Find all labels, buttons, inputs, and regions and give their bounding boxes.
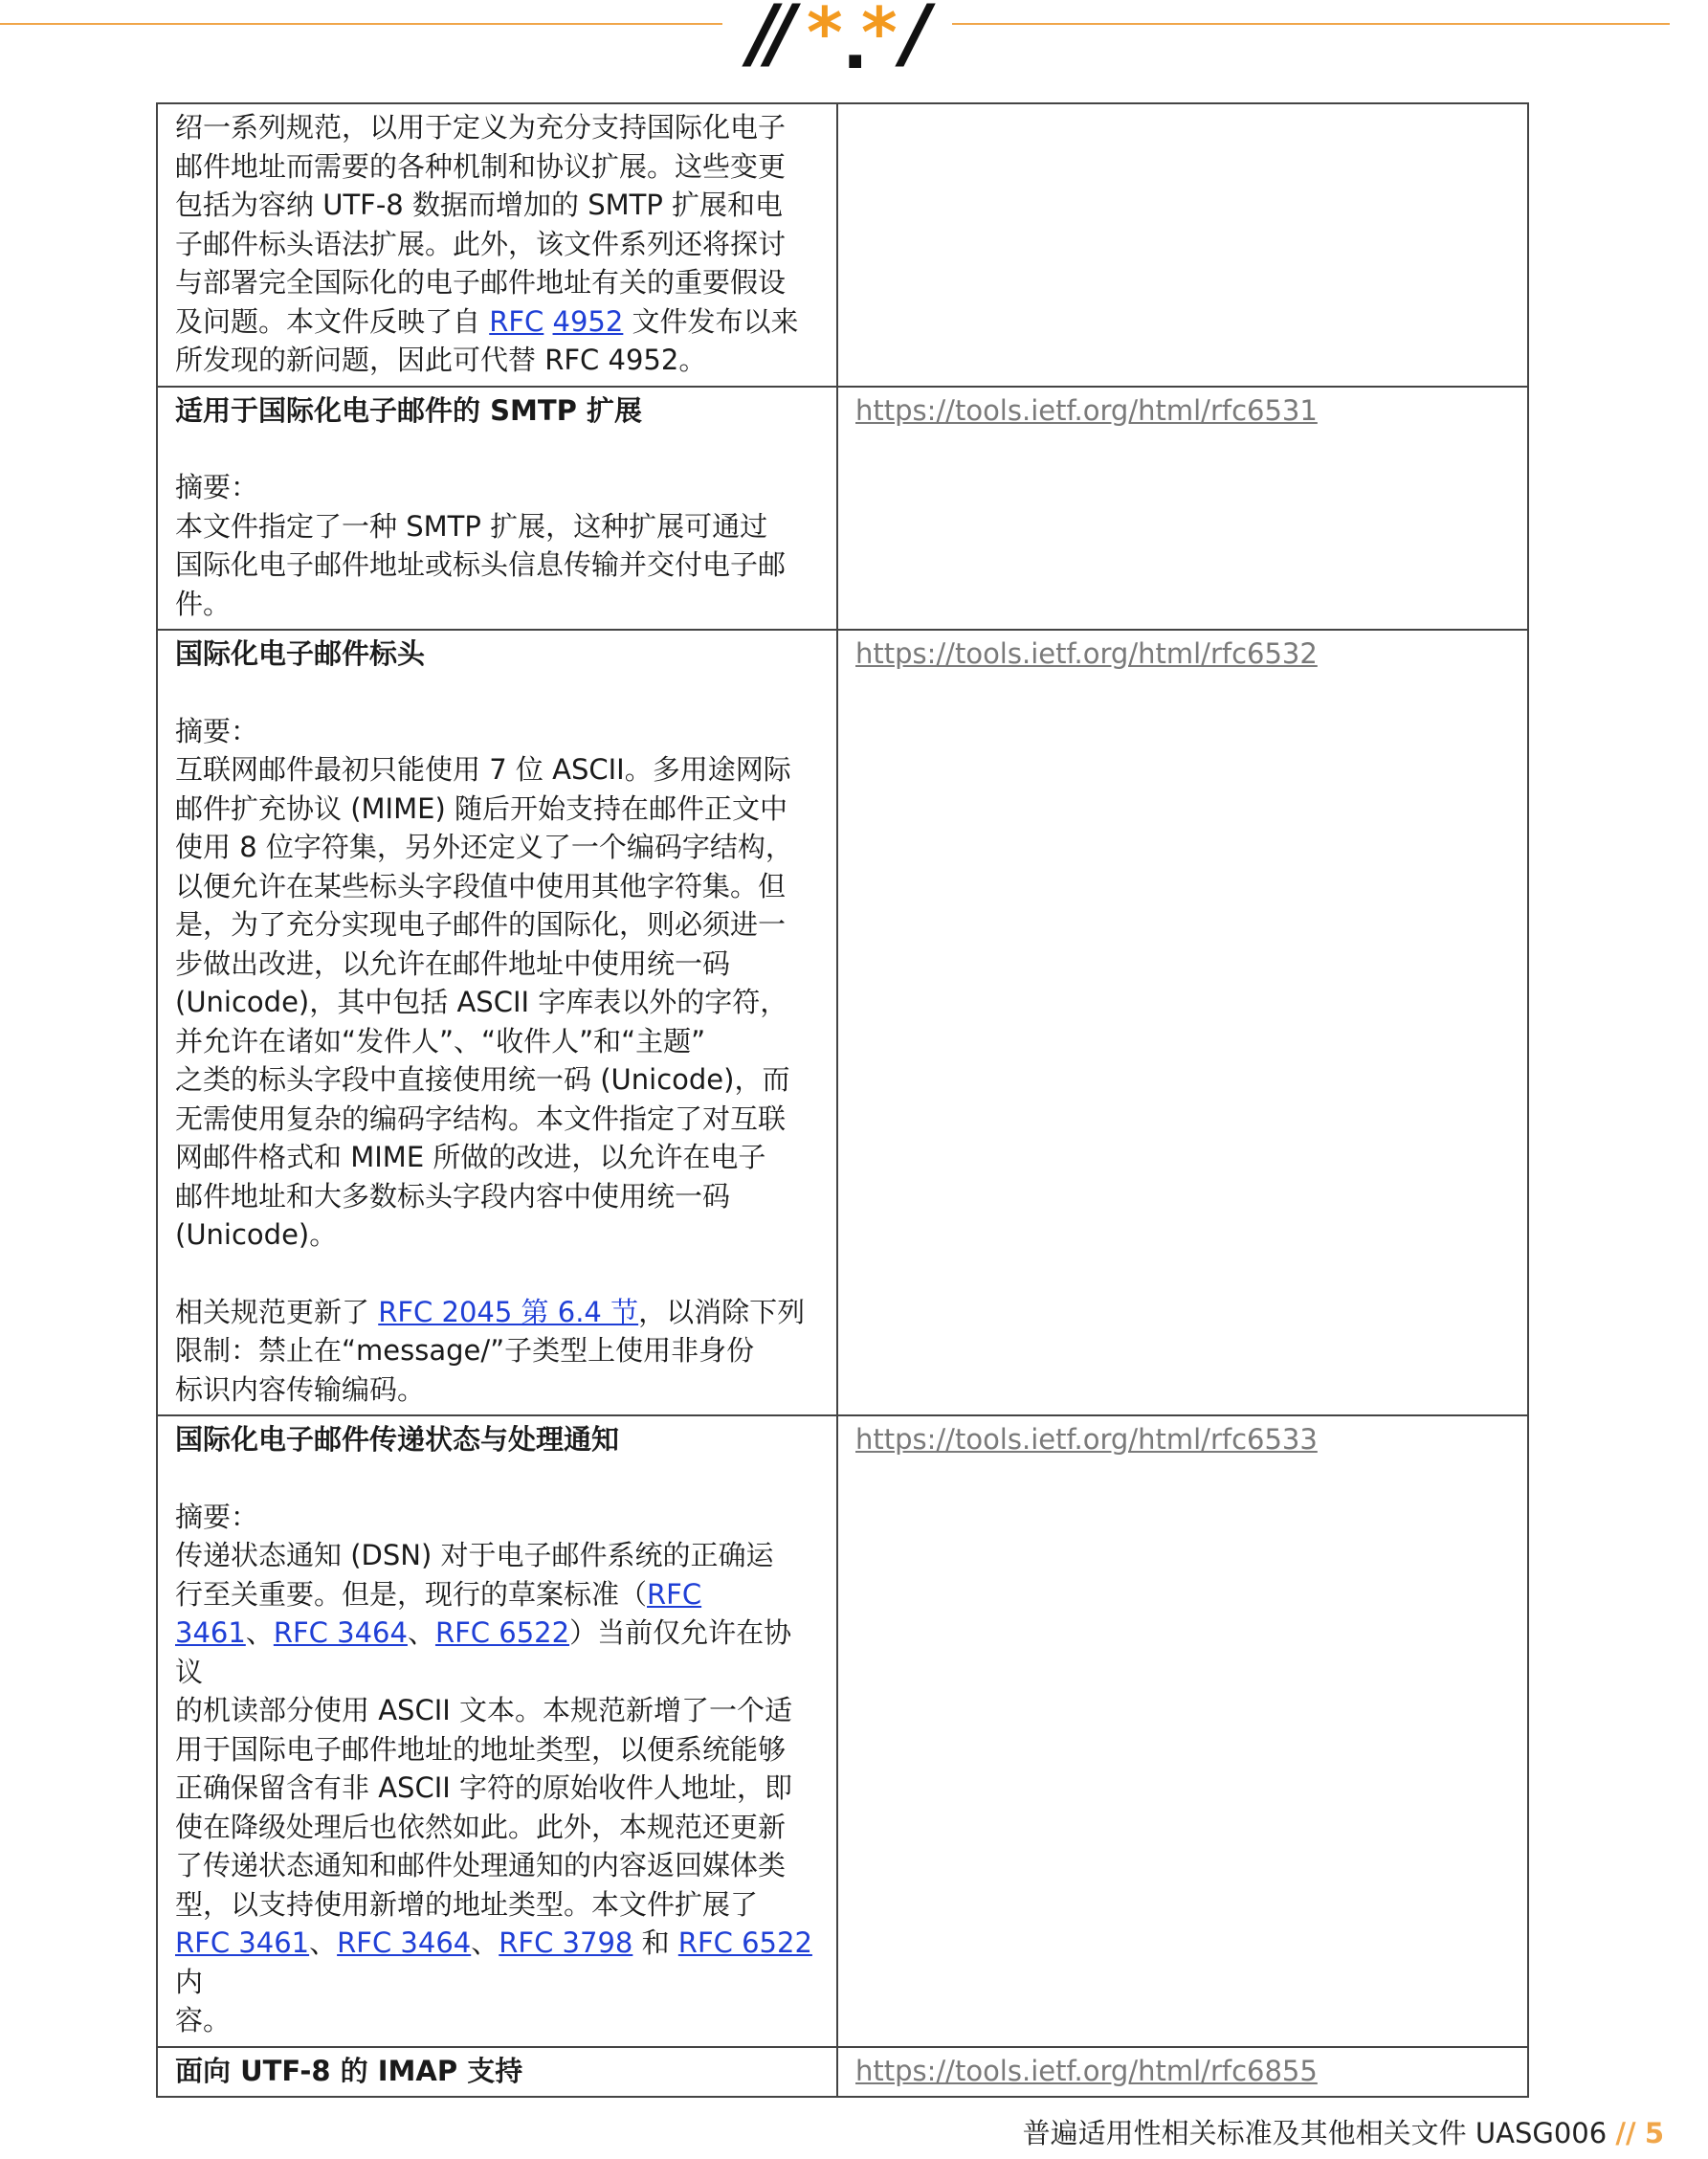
abstract-label: 摘要： (175, 471, 259, 503)
rfc-link[interactable]: RFC 3798 (499, 1926, 633, 1959)
standards-table (156, 102, 1529, 2098)
url-cell (837, 630, 1528, 1415)
rfc-link[interactable]: RFC 2045 第 6.4 节 (378, 1295, 639, 1328)
footer-doc-title: 普遍适用性相关标准及其他相关文件 UASG006 (1022, 2117, 1608, 2149)
rfc-link[interactable]: RFC 6522 (677, 1926, 812, 1959)
description-cell (157, 1415, 837, 2047)
description-cell (157, 630, 837, 1415)
desc-line: 标识内容传输编码。 (175, 1372, 426, 1406)
desc-line: 的机读部分使用 ASCII 文本。本规范新增了一个适 (175, 1694, 793, 1726)
header-rule-left (0, 23, 722, 25)
desc-line: 邮件地址而需要的各种机制和协议扩展。这些变更 (175, 149, 787, 183)
rfc-link[interactable]: RFC 6522 (434, 1616, 570, 1649)
rfc-link[interactable]: RFC (647, 1577, 702, 1611)
header-rule-right (952, 23, 1670, 25)
desc-line: 国际化电子邮件地址或标头信息传输并交付电子邮 (175, 548, 787, 581)
desc-line: 3461、RFC 3464、RFC 6522）当前仅允许在协议 (175, 1616, 792, 1688)
spec-url-link[interactable]: https://tools.ietf.org/html/rfc6533 (855, 1423, 1318, 1456)
desc-line: 邮件地址和大多数标头字段内容中使用统一码 (175, 1179, 731, 1213)
desc-line: 并允许在诸如“发件人”、“收件人”和“主题” (175, 1024, 706, 1057)
desc-line: 以便允许在某些标头字段值中使用其他字符集。但 (175, 869, 787, 902)
desc-line: 绍一系列规范，以用于定义为充分支持国际化电子 (175, 111, 787, 144)
rfc-link[interactable]: RFC (489, 304, 544, 338)
desc-line: 是，为了充分实现电子邮件的国际化，则必须进一 (175, 908, 787, 941)
desc-line: (Unicode)，其中包括 ASCII 字库表以外的字符， (175, 986, 788, 1018)
table-row (157, 2047, 1528, 2098)
desc-line: RFC 3461、RFC 3464、RFC 3798 和 RFC 6522 内 (175, 1926, 812, 1998)
url-cell (837, 2047, 1528, 2098)
desc-line: 包括为容纳 UTF-8 数据而增加的 SMTP 扩展和电 (175, 189, 784, 221)
table-row (157, 387, 1528, 631)
uasg-logo: // * . * / (749, 0, 931, 84)
desc-line: 使用 8 位字符集，另外还定义了一个编码字结构， (175, 831, 793, 863)
desc-line: 使在降级处理后也依然如此。此外，本规范还更新 (175, 1810, 787, 1843)
description-cell (157, 387, 837, 631)
desc-line: 本文件指定了一种 SMTP 扩展，这种扩展可通过 (175, 509, 768, 543)
spec-title: 国际化电子邮件标头 (175, 637, 426, 670)
rfc-link[interactable]: RFC 3461 (175, 1926, 310, 1959)
desc-line: 邮件扩充协议 (MIME) 随后开始支持在邮件正文中 (175, 791, 787, 825)
abstract-label: 摘要： (175, 1500, 259, 1533)
desc-line: 所发现的新问题，因此可代替 RFC 4952。 (175, 344, 707, 376)
spec-url-link[interactable]: https://tools.ietf.org/html/rfc6532 (855, 637, 1318, 670)
url-cell (837, 1415, 1528, 2047)
spec-url-link[interactable]: https://tools.ietf.org/html/rfc6531 (855, 393, 1318, 427)
spec-title: 适用于国际化电子邮件的 SMTP 扩展 (175, 393, 642, 427)
desc-line: (Unicode)。 (175, 1218, 338, 1251)
table-row (157, 103, 1528, 387)
desc-line: 相关规范更新了 RFC 2045 第 6.4 节，以消除下列 (175, 1295, 806, 1328)
url-cell (837, 103, 1528, 387)
desc-line: 网邮件格式和 MIME 所做的改进，以允许在电子 (175, 1141, 766, 1173)
desc-line: 限制：禁止在“message/”子类型上使用非身份 (175, 1334, 755, 1367)
desc-line: 正确保留含有非 ASCII 字符的原始收件人地址，即 (175, 1771, 793, 1804)
desc-line: 及问题。本文件反映了自 RFC 4952 文件发布以来 (175, 304, 799, 338)
desc-line: 步做出改进，以允许在邮件地址中使用统一码 (175, 946, 731, 980)
abstract-label: 摘要： (175, 714, 259, 747)
table-row (157, 630, 1528, 1415)
desc-line: 容。 (175, 2004, 232, 2037)
footer-separator: // (1615, 2117, 1636, 2149)
description-cell (157, 103, 837, 387)
desc-line: 件。 (175, 587, 232, 620)
desc-line: 与部署完全国际化的电子邮件地址有关的重要假设 (175, 266, 787, 299)
rfc-link[interactable]: RFC 3464 (273, 1616, 408, 1649)
url-cell (837, 387, 1528, 631)
rfc-link[interactable]: RFC 3464 (337, 1926, 472, 1959)
description-cell (157, 2047, 837, 2098)
desc-line: 了传递状态通知和邮件处理通知的内容返回媒体类 (175, 1849, 787, 1881)
page-footer (1023, 2112, 1664, 2151)
desc-line: 无需使用复杂的编码字结构。本文件指定了对互联 (175, 1102, 787, 1135)
page-header (0, 0, 1708, 84)
desc-line: 互联网邮件最初只能使用 7 位 ASCII。多用途网际 (175, 753, 791, 786)
desc-line: 行至关重要。但是，现行的草案标准（RFC (175, 1577, 702, 1611)
spec-title: 国际化电子邮件传递状态与处理通知 (175, 1423, 620, 1456)
table-row (157, 1415, 1528, 2047)
rfc-link[interactable]: 3461 (175, 1616, 246, 1649)
spec-url-link[interactable]: https://tools.ietf.org/html/rfc6855 (855, 2054, 1318, 2087)
rfc-link[interactable]: 4952 (552, 304, 624, 338)
desc-line: 用于国际电子邮件地址的地址类型，以便系统能够 (175, 1732, 787, 1766)
desc-line: 之类的标头字段中直接使用统一码 (Unicode)，而 (175, 1063, 790, 1096)
desc-line: 传递状态通知 (DSN) 对于电子邮件系统的正确运 (175, 1539, 774, 1571)
page-number: 5 (1644, 2117, 1664, 2149)
spec-title: 面向 UTF-8 的 IMAP 支持 (175, 2054, 523, 2087)
desc-line: 型，以支持使用新增的地址类型。本文件扩展了 (175, 1887, 759, 1921)
desc-line: 子邮件标头语法扩展。此外，该文件系列还将探讨 (175, 227, 787, 260)
